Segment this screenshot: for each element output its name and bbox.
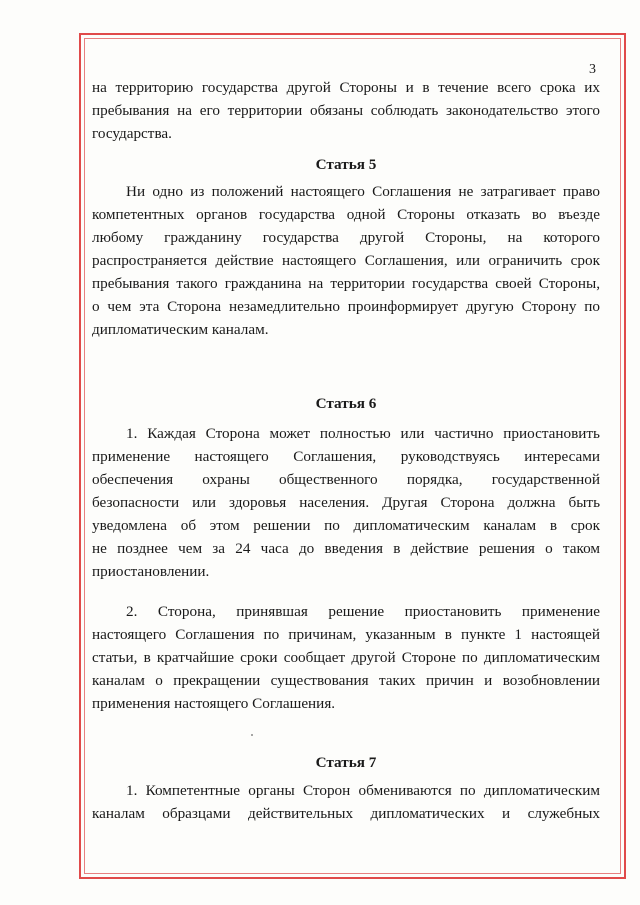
article-7-heading: Статья 7	[315, 754, 377, 771]
text-line: статьи, в кратчайшие сроки сообщает другой Стороне по дипломатическим	[92, 649, 600, 666]
text-line: каналам образцами действительных дипломатических и служебных	[92, 805, 600, 822]
text-line: любому гражданину государства другой Стороны, на которого	[92, 229, 600, 246]
text-line: распространяется действие настоящего Соглашения, или ограничить срок	[92, 252, 600, 269]
text-line: применение настоящего Соглашения, руководствуясь интересами	[92, 448, 600, 465]
article-6-heading: Статья 6	[315, 395, 377, 412]
text-line: каналам о прекращении существования таких причин и возобновлении	[92, 672, 600, 689]
article-5-paragraph	[92, 180, 600, 341]
text-line: не позднее чем за 24 часа до введения в действие решения о таком	[92, 540, 600, 557]
text-line: 2. Сторона, принявшая решение приостановить применение	[126, 603, 600, 620]
text-line: дипломатическим каналам.	[92, 321, 269, 338]
text-line: пребывания на его территории обязаны соблюдать законодательство этого	[92, 102, 600, 119]
text-line: компетентных органов государства одной Стороны отказать во въезде	[92, 206, 600, 223]
text-line: безопасности или здоровья населения. Другая Сторона должна быть	[92, 494, 600, 511]
text-line: уведомлена об этом решении по дипломатическим каналам в срок	[92, 517, 600, 534]
scan-speck	[251, 734, 253, 736]
text-line: применения настоящего Соглашения.	[92, 695, 336, 712]
article-6-paragraph-1	[92, 422, 600, 583]
text-line: приостановлении.	[92, 563, 210, 580]
article-7-paragraph-1	[92, 779, 600, 825]
text-line: на территорию государства другой Стороны и в течение всего срока их	[92, 79, 600, 96]
text-line: настоящего Соглашения по причинам, указанным в пункте 1 настоящей	[92, 626, 600, 643]
page-number: 3	[589, 62, 596, 77]
intro-paragraph	[92, 76, 600, 145]
text-line: 1. Каждая Сторона может полностью или частично приостановить	[126, 425, 600, 442]
text-line: о чем эта Сторона незамедлительно проинформирует другую Сторону по	[92, 298, 600, 315]
text-line: государства.	[92, 125, 172, 142]
article-5-heading: Статья 5	[315, 156, 377, 173]
article-6-paragraph-2	[92, 600, 600, 715]
text-line: обеспечения охраны общественного порядка, государственной	[92, 471, 600, 488]
text-line: 1. Компетентные органы Сторон обмениваются по дипломатическим	[126, 782, 600, 799]
text-line: пребывания такого гражданина на территории государства своей Стороны,	[92, 275, 600, 292]
text-line: Ни одно из положений настоящего Соглашения не затрагивает право	[126, 183, 600, 200]
